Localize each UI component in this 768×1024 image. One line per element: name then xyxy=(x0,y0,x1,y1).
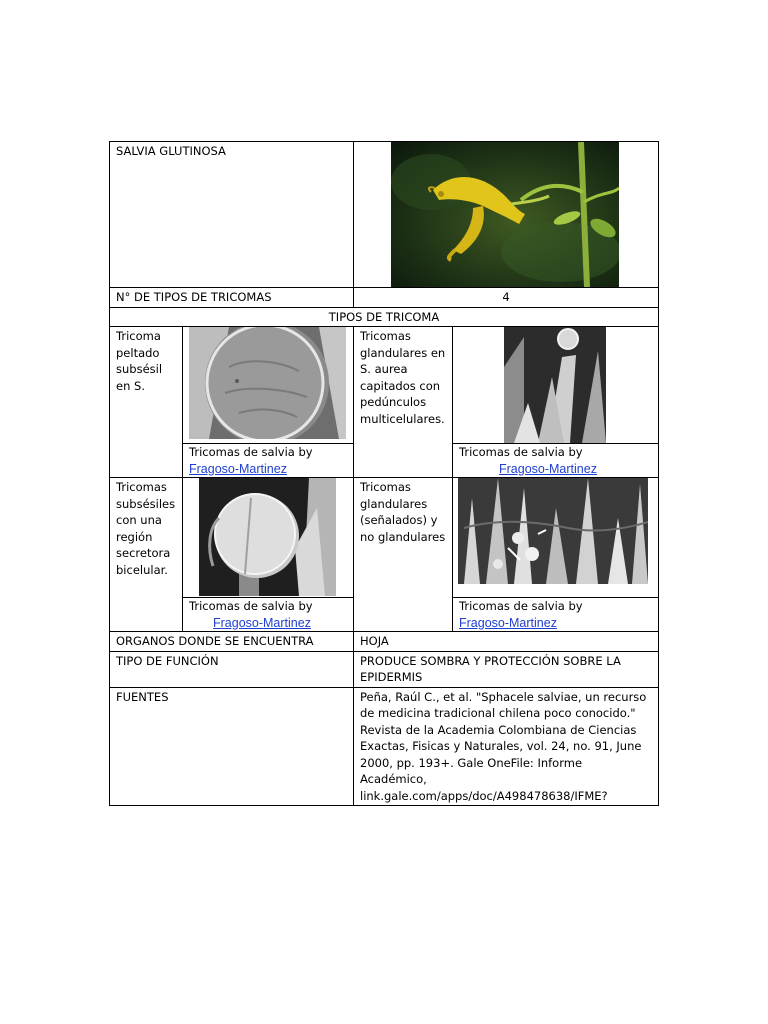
function-label: TIPO DE FUNCIÓN xyxy=(110,651,354,687)
organs-label: ORGANOS DONDE SE ENCUENTRA xyxy=(110,632,354,652)
capitate-trichome-image xyxy=(504,327,606,443)
sources-label: FUENTES xyxy=(110,687,354,806)
trichome-description: Tricomas glandulares (señalados) y no glandulares xyxy=(354,478,453,632)
peltate-trichome-image xyxy=(189,327,346,439)
count-value: 4 xyxy=(354,288,659,308)
credit-link[interactable]: Fragoso-Martinez xyxy=(459,615,557,630)
plant-photo xyxy=(391,142,619,287)
caption-text: Tricomas de salvia by xyxy=(459,599,583,613)
caption-text: Tricomas de salvia by xyxy=(189,599,313,613)
function-value: PRODUCE SOMBRA Y PROTECCIÓN SOBRE LA EPIDERMIS xyxy=(354,651,659,687)
trichome-caption xyxy=(183,444,354,478)
trichome-image-cell xyxy=(453,327,659,444)
plant-photo-cell xyxy=(354,142,659,288)
details-rows xyxy=(109,631,659,806)
trichome-image-cell xyxy=(183,327,354,444)
trichome-caption xyxy=(453,598,659,632)
trichome-image-cell xyxy=(183,478,354,598)
sources-value: Peña, Raúl C., et al. "Sphacele salviae, un recurso de medicina tradicional chilena poco conocido." Revista de la Academia Colombiana de Ciencias Exactas, Fisicas y Naturales, vol. 24, no. 91, June 2000, pp. 193+. Gale OneFile: Informe Académico, link.gale.com/apps/doc/A498478638/IFME? xyxy=(354,687,659,806)
credit-link[interactable]: Fragoso-Martinez xyxy=(213,615,311,630)
trichome-caption xyxy=(453,444,659,478)
caption-text: Tricomas de salvia by xyxy=(189,445,313,459)
caption-text: Tricomas de salvia by xyxy=(459,445,583,459)
trichome-description: Tricomas subsésiles con una región secretora bicelular. xyxy=(110,478,183,632)
species-table xyxy=(109,141,658,806)
mixed-trichomes-image xyxy=(458,478,648,584)
trichome-block-2 xyxy=(109,477,659,632)
credit-link[interactable]: Fragoso-Martinez xyxy=(499,461,597,476)
types-header: TIPOS DE TRICOMA xyxy=(110,307,659,327)
subsessile-trichome-image xyxy=(199,478,336,596)
trichome-image-cell xyxy=(453,478,659,598)
credit-link[interactable]: Fragoso-Martinez xyxy=(189,461,287,476)
trichome-block-1 xyxy=(109,326,659,478)
trichome-description: Tricoma peltado subsésil en S. xyxy=(110,327,183,478)
count-label: N° DE TIPOS DE TRICOMAS xyxy=(110,288,354,308)
count-row xyxy=(109,287,659,327)
trichome-description: Tricomas glandulares en S. aurea capitados con pedúnculos multicelulares. xyxy=(354,327,453,478)
trichome-caption xyxy=(183,598,354,632)
species-name: SALVIA GLUTINOSA xyxy=(110,142,354,288)
species-row xyxy=(109,141,659,288)
organs-value: HOJA xyxy=(354,632,659,652)
